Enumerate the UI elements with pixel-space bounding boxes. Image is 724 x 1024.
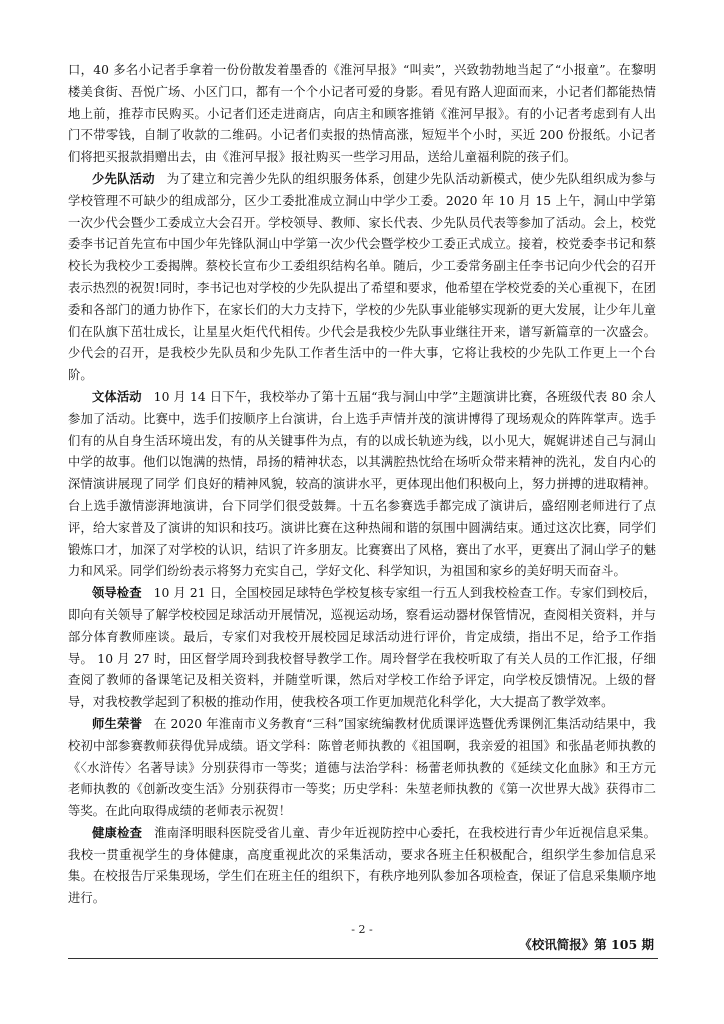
section-body: 为了建立和完善少先队的组织服务体系，创建少先队活动新模式，使少先队组织成为参与学校管理不可缺少的组成部分，区少工委批准成立洞山中学少工委。2020 年 10 月 15 上午，洞山中学第一次少代会暨少工委成立大会召开。学校领导、教师、家长代表、少先队员代表等参加了活动。会上，校党委李书记首先宣布中国少年先锋队洞山中学第一次少代会暨学校少工委正式成立。接着，校党委李书记和蔡校长为我校少工委揭牌。蔡校长宣布少工委组织结构名单。随后，少工委常务副主任李书记向少代会的召开表示热烈的祝贺!同时，李书记也对学校的少先队提出了希望和要求，他希望在学校党委的关心重视下，在团委和各部门的通力协作下，在家长们的大力支持下，学校的少先队事业能够实现新的更大发展，让少年儿童们在队旗下茁壮成长，让星星火炬代代相传。少代会是我校少先队事业继往开来，谱写新篇章的一次盛会。少代会的召开，是我校少先队员和少先队工作者生活中的一件大事，它将让我校的少先队工作更上一个台阶。 (68, 171, 656, 383)
section-health-check (68, 823, 656, 910)
section-heading: 领导检查 (92, 586, 142, 601)
document-body (68, 60, 656, 910)
section-honors (68, 714, 656, 823)
section-body: 淮南泽明眼科医院受省儿童、青少年近视防控中心委托，在我校进行青少年近视信息采集。我校一贯重视学生的身体健康，高度重视此次的采集活动，要求各班主任积极配合，组织学生参加信息采集。在校报告厅采集现场，学生们在班主任的组织下，有秩序地列队参加各项检查，保证了信息采集顺序地进行。 (68, 825, 656, 906)
publication-title: 《校讯简报》第 105 期 (519, 937, 654, 952)
section-young-pioneers (68, 169, 656, 387)
section-heading: 文体活动 (92, 389, 142, 404)
intro-paragraph: 口，40 多名小记者手拿着一份份散发着墨香的《淮河早报》“叫卖”，兴致勃勃地当起了“小报童”。在黎明楼美食街、吾悦广场、小区门口，都有一个个小记者可爱的身影。看见有路人迎面而来，小记者们都能热情地上前，推荐市民购买。小记者们还走进商店，向店主和顾客推销《淮河早报》。有的小记者考虑到有人出门不带零钱，自制了收款的二维码。小记者们卖报的热情高涨，短短半个小时，买近 200 份报纸。小记者们将把买报款捐赠出去，由《淮河早报》报社购买一些学习用品，送给儿童福利院的孩子们。 (68, 63, 656, 165)
section-body: 10 月 21 日，全国校园足球特色学校复核专家组一行五人到我校检查工作。专家们到校后，即向有关领导了解学校校园足球活动开展情况，巡视运动场，察看运动器材保管情况，查阅相关资料，并与部分体育教师座谈。最后，专家们对我校开展校园足球活动进行评价，肯定成绩，指出不足，给予工作指导。 10 月 27 时，田区督学周玲到我校督导教学工作。周玲督学在我校听取了有关人员的工作汇报，仔细查阅了教师的备课笔记及相关资料，并随堂听课，然后对学校工作给予评定，向学校反馈情况。上级的督导，对我校教学起到了积极的推动作用，使我校各项工作更加规范化科学化，大大提高了教学效率。 (68, 586, 657, 710)
section-body: 10 月 14 日下午，我校举办了第十五届“我与洞山中学”主题演讲比赛，各班级代表 80 余人参加了活动。比赛中，选手们按顺序上台演讲，台上选手声情并茂的演讲博得了现场观众的阵阵掌声。选手们有的从自身生活环境出发，有的从关键事件为点，有的以成长轨迹为线，以小见大，娓娓讲述自己与洞山中学的故事。他们以饱满的热情，昂扬的精神状态，以其满腔热忱给在场听众带来精神的洗礼，发自内心的深情演讲展现了同学 们良好的精神风貌，较高的演讲水平，更体现出他们积极向上，努力拼搏的进取精神。台上选手激情澎湃地演讲，台下同学们很受鼓舞。十五名参赛选手都完成了演讲后，盛绍刚老师进行了点评，给大家普及了演讲的知识和技巧。演讲比赛在这种热闹和谐的氛围中圆满结束。通过这次比赛，同学们锻炼口才，加深了对学校的认识，结识了许多朋友。比赛赛出了风格，赛出了水平，更赛出了洞山学子的魅力和风采。同学们纷纷表示将努力充实自己，学好文化、科学知识，为祖国和家乡的美好明天而奋斗。 (68, 389, 656, 579)
page-number: - 2 - (351, 923, 373, 936)
footer-divider (68, 958, 658, 959)
section-heading: 少先队活动 (92, 171, 155, 186)
section-body: 在 2020 年淮南市义务教育“三科”国家统编教材优质课评选暨优秀课例汇集活动结果中，我校初中部参赛教师获得优异成绩。语文学科：陈曾老师执教的《祖国啊，我亲爱的祖国》和张晶老师执教的《〈水浒传〉名著导读》分别获得市一等奖；道德与法治学科：杨蕾老师执教的《延续文化血脉》和王方元老师执教的《创新改变生活》分别获得市一等奖；历史学科：朱堃老师执教的《第一次世界大战》获得市二等奖。在此向取得成绩的老师表示祝贺！ (68, 716, 656, 819)
section-heading: 健康检查 (92, 825, 143, 840)
section-cultural-sports (68, 387, 656, 583)
section-heading: 师生荣誉 (92, 716, 142, 731)
section-leadership-inspection (68, 583, 656, 714)
